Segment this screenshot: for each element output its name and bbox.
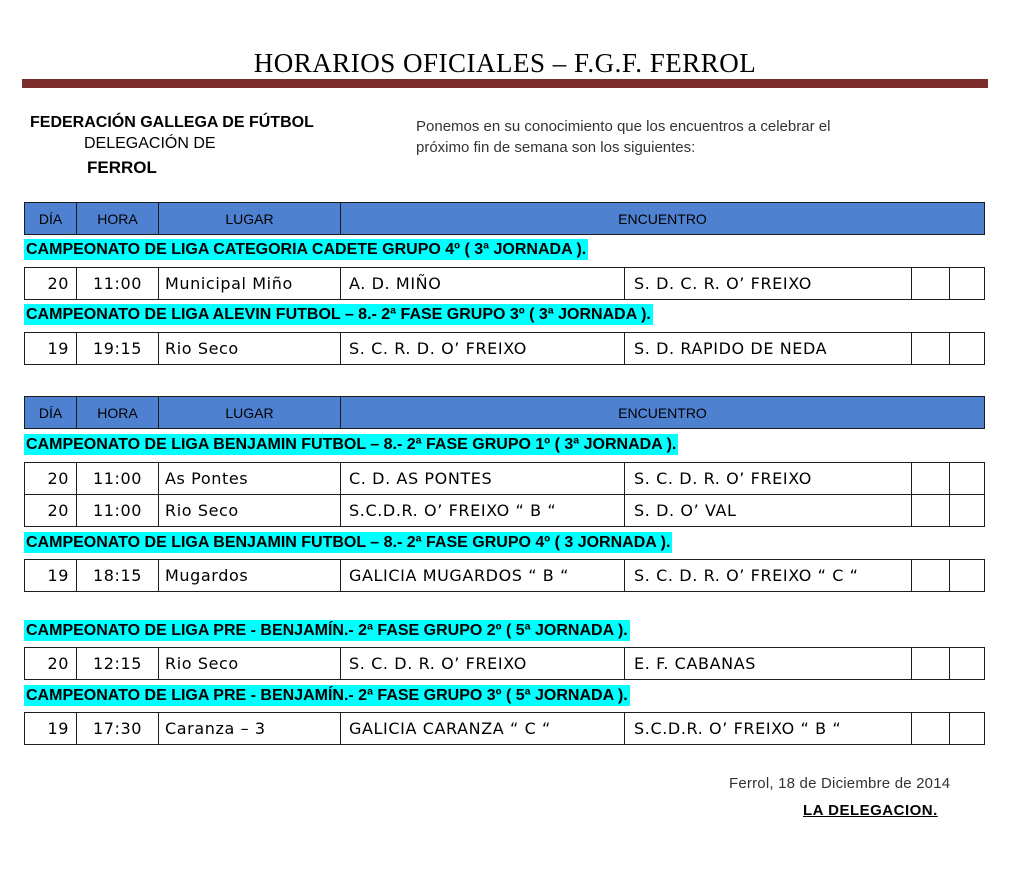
notice-text: [416, 116, 886, 158]
header-lugar: LUGAR: [159, 203, 341, 234]
notice-line-1: Ponemos en su conocimiento que los encuentros a celebrar el: [416, 118, 831, 135]
category-heading: CAMPEONATO DE LIGA BENJAMIN FUTBOL – 8.- 2ª FASE GRUPO 4º ( 3 JORNADA ).: [26, 534, 671, 551]
cell-hora: 11:00: [77, 268, 159, 299]
cell-hora: 19:15: [77, 333, 159, 364]
cell-dia: 19: [25, 333, 77, 364]
cell-hora: 17:30: [77, 713, 159, 744]
table-row: [24, 267, 985, 300]
cell-local: C. D. AS PONTES: [341, 463, 625, 494]
header-lugar: LUGAR: [159, 397, 341, 428]
cell-empty: [950, 648, 984, 679]
cell-hora: 18:15: [77, 560, 159, 591]
cell-empty: [950, 560, 984, 591]
cell-dia: 20: [25, 268, 77, 299]
cell-lugar: Mugardos: [159, 560, 341, 591]
cell-empty: [912, 713, 950, 744]
cell-empty: [912, 268, 950, 299]
table-row: [24, 712, 985, 745]
cell-dia: 20: [25, 463, 77, 494]
cell-lugar: Rio Seco: [159, 495, 341, 526]
header-encuentro: ENCUENTRO: [618, 210, 707, 227]
cell-empty: [912, 560, 950, 591]
category-heading: CAMPEONATO DE LIGA BENJAMIN FUTBOL – 8.- 2ª FASE GRUPO 1º ( 3ª JORNADA ).: [26, 436, 677, 453]
table-row: [24, 647, 985, 680]
cell-empty: [912, 495, 950, 526]
cell-dia: 20: [25, 495, 77, 526]
table-row: [24, 559, 985, 592]
cell-local: GALICIA CARANZA “ C “: [341, 713, 625, 744]
header-hora: HORA: [77, 397, 159, 428]
cell-dia: 19: [25, 560, 77, 591]
cell-visitante: S. D. C. R. O’ FREIXO: [625, 268, 912, 299]
header-dia: DÍA: [25, 203, 77, 234]
notice-line-2: próximo fin de semana son los siguientes:: [416, 139, 696, 156]
cell-local: S. C. R. D. O’ FREIXO: [341, 333, 625, 364]
cell-local: GALICIA MUGARDOS “ B “: [341, 560, 625, 591]
cell-hora: 12:15: [77, 648, 159, 679]
cell-local: S. C. D. R. O’ FREIXO: [341, 648, 625, 679]
cell-empty: [950, 463, 984, 494]
cell-empty: [912, 648, 950, 679]
cell-lugar: Municipal Miño: [159, 268, 341, 299]
cell-hora: 11:00: [77, 495, 159, 526]
header-dia: DÍA: [25, 397, 77, 428]
cell-local: S.C.D.R. O’ FREIXO “ B “: [341, 495, 625, 526]
cell-empty: [950, 713, 984, 744]
cell-local: A. D. MIÑO: [341, 268, 625, 299]
cell-visitante: S. C. D. R. O’ FREIXO: [625, 463, 912, 494]
cell-empty: [912, 463, 950, 494]
category-heading: CAMPEONATO DE LIGA CATEGORIA CADETE GRUPO 4º ( 3ª JORNADA ).: [26, 241, 587, 258]
table-header: [24, 202, 985, 235]
category-heading: CAMPEONATO DE LIGA ALEVIN FUTBOL – 8.- 2ª FASE GRUPO 3º ( 3ª JORNADA ).: [26, 306, 651, 323]
category-heading: CAMPEONATO DE LIGA PRE - BENJAMÍN.- 2ª FASE GRUPO 3º ( 5ª JORNADA ).: [26, 687, 628, 704]
table-header: [24, 396, 985, 429]
table-row: [24, 462, 985, 495]
delegation-label: DELEGACIÓN DE: [84, 135, 216, 152]
cell-dia: 19: [25, 713, 77, 744]
header-hora: HORA: [77, 203, 159, 234]
cell-empty: [950, 268, 984, 299]
cell-visitante: S. D. RAPIDO DE NEDA: [625, 333, 912, 364]
cell-visitante: S. D. O’ VAL: [625, 495, 912, 526]
delegation-city: FERROL: [87, 158, 157, 177]
cell-lugar: Rio Seco: [159, 648, 341, 679]
table-row: [24, 332, 985, 365]
cell-dia: 20: [25, 648, 77, 679]
page-title: HORARIOS OFICIALES – F.G.F. FERROL: [253, 48, 757, 78]
cell-visitante: S. C. D. R. O’ FREIXO “ C “: [625, 560, 912, 591]
cell-visitante: E. F. CABANAS: [625, 648, 912, 679]
cell-lugar: Caranza – 3: [159, 713, 341, 744]
cell-hora: 11:00: [77, 463, 159, 494]
date-line: Ferrol, 18 de Diciembre de 2014: [729, 775, 951, 792]
federation-name: FEDERACIÓN GALLEGA DE FÚTBOL: [30, 114, 314, 131]
title-divider: [22, 79, 988, 88]
cell-empty: [912, 333, 950, 364]
signature: LA DELEGACION.: [803, 802, 938, 819]
cell-lugar: Rio Seco: [159, 333, 341, 364]
cell-empty: [950, 495, 984, 526]
cell-empty: [950, 333, 984, 364]
table-row: [24, 494, 985, 527]
cell-lugar: As Pontes: [159, 463, 341, 494]
cell-visitante: S.C.D.R. O’ FREIXO “ B “: [625, 713, 912, 744]
category-heading: CAMPEONATO DE LIGA PRE - BENJAMÍN.- 2ª FASE GRUPO 2º ( 5ª JORNADA ).: [26, 622, 628, 639]
header-encuentro: ENCUENTRO: [618, 404, 707, 421]
